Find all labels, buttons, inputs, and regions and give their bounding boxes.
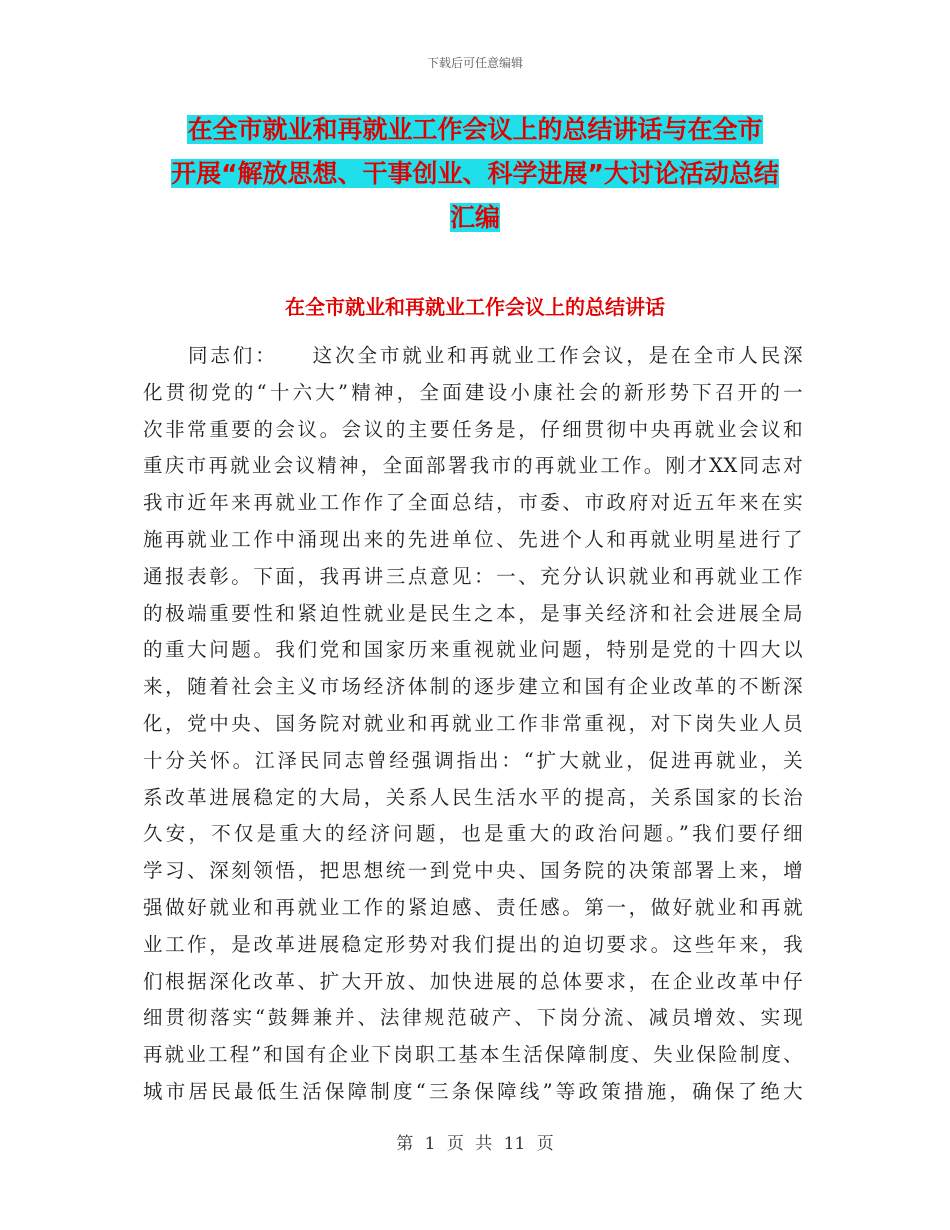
document-title-line: 开展“解放思想、干事创业、科学进展”大讨论活动总结 [171,159,779,188]
body-line: 细贯彻落实“鼓舞兼并、法律规范破产、下岗分流、减员增效、实现 [143,1006,803,1030]
body-line: 同志们： 这次全市就业和再就业工作会议，是在全市人民深 [188,344,803,367]
body-line: 的重大问题。我们党和国家历来重视就业问题，特别是党的十四大以 [143,638,803,662]
body-line: 强做好就业和再就业工作的紧迫感、责任感。第一，做好就业和再就 [143,895,803,919]
document-title [140,108,810,240]
document-title-line: 在全市就业和再就业工作会议上的总结讲话与在全市 [187,115,763,144]
body-line: 通报表彰。下面，我再讲三点意见：一、充分认识就业和再就业工作 [143,564,803,588]
body-line: 重庆市再就业会议精神，全面部署我市的再就业工作。刚才XX同志对 [143,454,803,478]
body-line: 来，随着社会主义市场经济体制的逐步建立和国有企业改革的不断深 [143,675,803,699]
document-title-line: 汇编 [449,203,500,232]
body-line: 城市居民最低生活保障制度“三条保障线”等政策措施，确保了绝大 [143,1079,803,1103]
body-line: 施再就业工作中涌现出来的先进单位、先进个人和再就业明星进行了 [143,527,803,551]
body-line: 化贯彻党的“十六大”精神，全面建设小康社会的新形势下召开的一 [143,380,803,404]
body-line: 我市近年来再就业工作作了全面总结，市委、市政府对近五年来在实 [143,491,803,515]
body-line: 学习、深刻领悟，把思想统一到党中央、国务院的决策部署上来，增 [143,859,803,883]
body-text [143,338,803,1111]
body-line: 化，党中央、国务院对就业和再就业工作非常重视，对下岗失业人员 [143,711,803,735]
body-line: 次非常重要的会议。会议的主要任务是，仔细贯彻中央再就业会议和 [143,417,803,441]
body-line: 业工作，是改革进展稳定形势对我们提出的迫切要求。这些年来，我 [143,932,803,956]
header-note: 下载后可任意编辑 [426,56,523,70]
body-line: 再就业工程”和国有企业下岗职工基本生活保障制度、失业保险制度、 [143,1043,803,1067]
body-line: 久安，不仅是重大的经济问题，也是重大的政治问题。”我们要仔细 [143,822,803,846]
body-line: 系改革进展稳定的大局，关系人民生活水平的提高，关系国家的长治 [143,785,803,809]
section-title: 在全市就业和再就业工作会议上的总结讲话 [285,295,665,319]
page-number-footer: 第 1 页 共 11 页 [396,1134,554,1154]
body-line: 的极端重要性和紧迫性就业是民生之本，是事关经济和社会进展全局 [143,601,803,625]
body-line: 十分关怀。江泽民同志曾经强调指出：“扩大就业，促进再就业，关 [143,748,803,772]
body-line: 们根据深化改革、扩大开放、加快进展的总体要求，在企业改革中仔 [143,969,803,993]
